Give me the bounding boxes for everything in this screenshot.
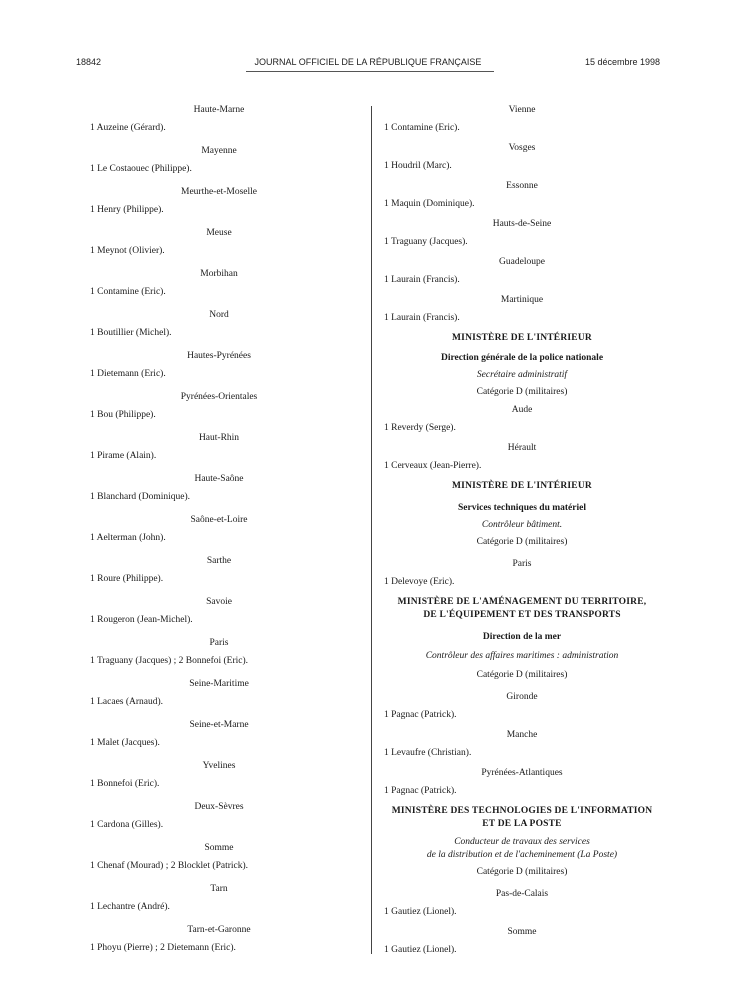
department-heading: Pyrénées-Orientales <box>180 392 258 402</box>
post-title: Contrôleur bâtiment. <box>481 520 563 530</box>
ministry-heading-line2: DE L'ÉQUIPEMENT ET DES TRANSPORTS <box>423 610 621 620</box>
award-entry: 1 Traguany (Jacques) ; 2 Bonnefoi (Eric). <box>90 656 249 666</box>
department-heading: Hauts-de-Seine <box>492 219 552 229</box>
department-heading: Seine-Maritime <box>189 679 249 689</box>
post-title: Secrétaire administratif <box>476 370 568 380</box>
award-entry: 1 Bou (Philippe). <box>90 410 156 420</box>
department-heading: Hautes-Pyrénées <box>187 351 251 361</box>
department-heading: Pas-de-Calais <box>495 889 549 899</box>
ministry-heading-line2: ET DE LA POSTE <box>482 819 562 829</box>
department-heading: Hérault <box>507 443 537 453</box>
award-entry: 1 Pirame (Alain). <box>90 451 157 461</box>
award-entry: 1 Houdril (Marc). <box>384 161 452 171</box>
department-heading: Seine-et-Marne <box>189 720 249 730</box>
award-entry: 1 Delevoye (Eric). <box>384 577 455 587</box>
award-entry: 1 Chenaf (Mourad) ; 2 Blocklet (Patrick). <box>90 861 249 871</box>
right-top-entries <box>384 104 660 332</box>
section-entries <box>384 558 660 596</box>
section-technologies-poste <box>384 805 660 964</box>
department-heading: Mayenne <box>201 146 237 156</box>
ministry-heading-line1: MINISTÈRE DE L'AMÉNAGEMENT DU TERRITOIRE, <box>397 597 647 607</box>
award-entry: 1 Le Costaouec (Philippe). <box>90 164 192 174</box>
section-entries <box>384 888 660 964</box>
award-entry: 1 Laurain (Francis). <box>384 275 460 285</box>
department-heading: Aude <box>511 405 533 415</box>
ministry-heading-line1: MINISTÈRE DES TECHNOLOGIES DE L'INFORMATION <box>391 806 653 816</box>
award-entry: 1 Cardona (Gilles). <box>90 820 164 830</box>
post-title-line2: de la distribution et de l'acheminement (La Poste) <box>426 850 618 860</box>
page-number: 18842 <box>76 57 102 67</box>
award-entry: 1 Auzeine (Gérard). <box>90 123 166 133</box>
left-column <box>90 104 348 965</box>
award-entry: 1 Malet (Jacques). <box>90 738 160 748</box>
department-heading: Paris <box>512 559 532 569</box>
direction-heading: Services techniques du matériel <box>458 503 586 513</box>
department-heading: Gironde <box>506 692 538 702</box>
department-heading: Manche <box>506 730 538 740</box>
award-entry: 1 Laurain (Francis). <box>384 313 460 323</box>
post-title: Contrôleur des affaires maritimes : administration <box>425 651 619 661</box>
category-label: Catégorie D (militaires) <box>476 867 568 877</box>
award-entry: 1 Blanchard (Dominique). <box>90 492 190 502</box>
award-entry: 1 Pagnac (Patrick). <box>384 786 457 796</box>
department-heading: Nord <box>209 310 229 320</box>
award-entry: 1 Lechantre (André). <box>90 902 170 912</box>
department-heading: Tarn <box>210 884 228 894</box>
department-heading: Tarn-et-Garonne <box>187 925 251 935</box>
category-label: Catégorie D (militaires) <box>476 670 568 680</box>
department-heading: Haute-Marne <box>193 105 245 115</box>
department-heading: Savoie <box>206 597 232 607</box>
direction-heading: Direction générale de la police nationale <box>440 353 604 363</box>
department-heading: Meurthe-et-Moselle <box>181 187 257 197</box>
ministry-heading: MINISTÈRE DE L'INTÉRIEUR <box>452 333 592 343</box>
right-column <box>384 104 660 964</box>
department-heading: Sarthe <box>206 556 232 566</box>
award-entry: 1 Traguany (Jacques). <box>384 237 468 247</box>
section-interieur-materiel <box>384 480 660 596</box>
section-interieur-police <box>384 332 660 480</box>
award-entry: 1 Roure (Philippe). <box>90 574 164 584</box>
award-entry: 1 Boutillier (Michel). <box>90 328 172 338</box>
column-divider <box>371 106 372 954</box>
department-heading: Saône-et-Loire <box>190 515 248 525</box>
award-entry: 1 Lacaes (Arnaud). <box>90 697 164 707</box>
header-rule <box>246 71 494 72</box>
section-entries <box>384 404 660 480</box>
department-heading: Vienne <box>508 105 536 115</box>
award-entry: 1 Maquin (Dominique). <box>384 199 475 209</box>
award-entry: 1 Henry (Philippe). <box>90 205 164 215</box>
department-heading: Guadeloupe <box>499 257 545 267</box>
department-heading: Somme <box>204 843 234 853</box>
award-entry: 1 Aelterman (John). <box>90 533 166 543</box>
section-entries <box>384 691 660 805</box>
direction-heading: Direction de la mer <box>482 632 562 642</box>
award-entry: 1 Contamine (Eric). <box>90 287 166 297</box>
award-entry: 1 Pagnac (Patrick). <box>384 710 457 720</box>
category-label: Catégorie D (militaires) <box>476 537 568 547</box>
department-heading: Pyrénées-Atlantiques <box>481 768 563 778</box>
department-heading: Essonne <box>506 181 538 191</box>
ministry-heading: MINISTÈRE DE L'INTÉRIEUR <box>452 481 592 491</box>
award-entry: 1 Dietemann (Eric). <box>90 369 166 379</box>
section-amenagement <box>384 596 660 805</box>
department-heading: Yvelines <box>202 761 236 771</box>
department-heading: Haut-Rhin <box>198 433 240 443</box>
category-label: Catégorie D (militaires) <box>476 387 568 397</box>
department-heading: Deux-Sèvres <box>194 802 244 812</box>
award-entry: 1 Levaufre (Christian). <box>384 748 472 758</box>
award-entry: 1 Contamine (Eric). <box>384 123 460 133</box>
journal-title: JOURNAL OFFICIEL DE LA RÉPUBLIQUE FRANÇAISE <box>254 57 482 67</box>
department-heading: Somme <box>507 927 537 937</box>
department-heading: Vosges <box>508 143 536 153</box>
department-heading: Meuse <box>206 228 232 238</box>
award-entry: 1 Gautiez (Lionel). <box>384 907 457 917</box>
award-entry: 1 Reverdy (Serge). <box>384 423 456 433</box>
department-heading: Morbihan <box>200 269 238 279</box>
department-heading: Paris <box>209 638 229 648</box>
department-heading: Haute-Saône <box>194 474 244 484</box>
award-entry: 1 Bonnefoi (Eric). <box>90 779 160 789</box>
award-entry: 1 Meynot (Olivier). <box>90 246 165 256</box>
award-entry: 1 Cerveaux (Jean-Pierre). <box>384 461 482 471</box>
award-entry: 1 Rougeron (Jean-Michel). <box>90 615 193 625</box>
department-heading: Martinique <box>500 295 544 305</box>
award-entry: 1 Gautiez (Lionel). <box>384 945 457 955</box>
publication-date: 15 décembre 1998 <box>584 57 660 67</box>
award-entry: 1 Phoyu (Pierre) ; 2 Dietemann (Eric). <box>90 943 236 953</box>
post-title-line1: Conducteur de travaux des services <box>454 837 590 847</box>
